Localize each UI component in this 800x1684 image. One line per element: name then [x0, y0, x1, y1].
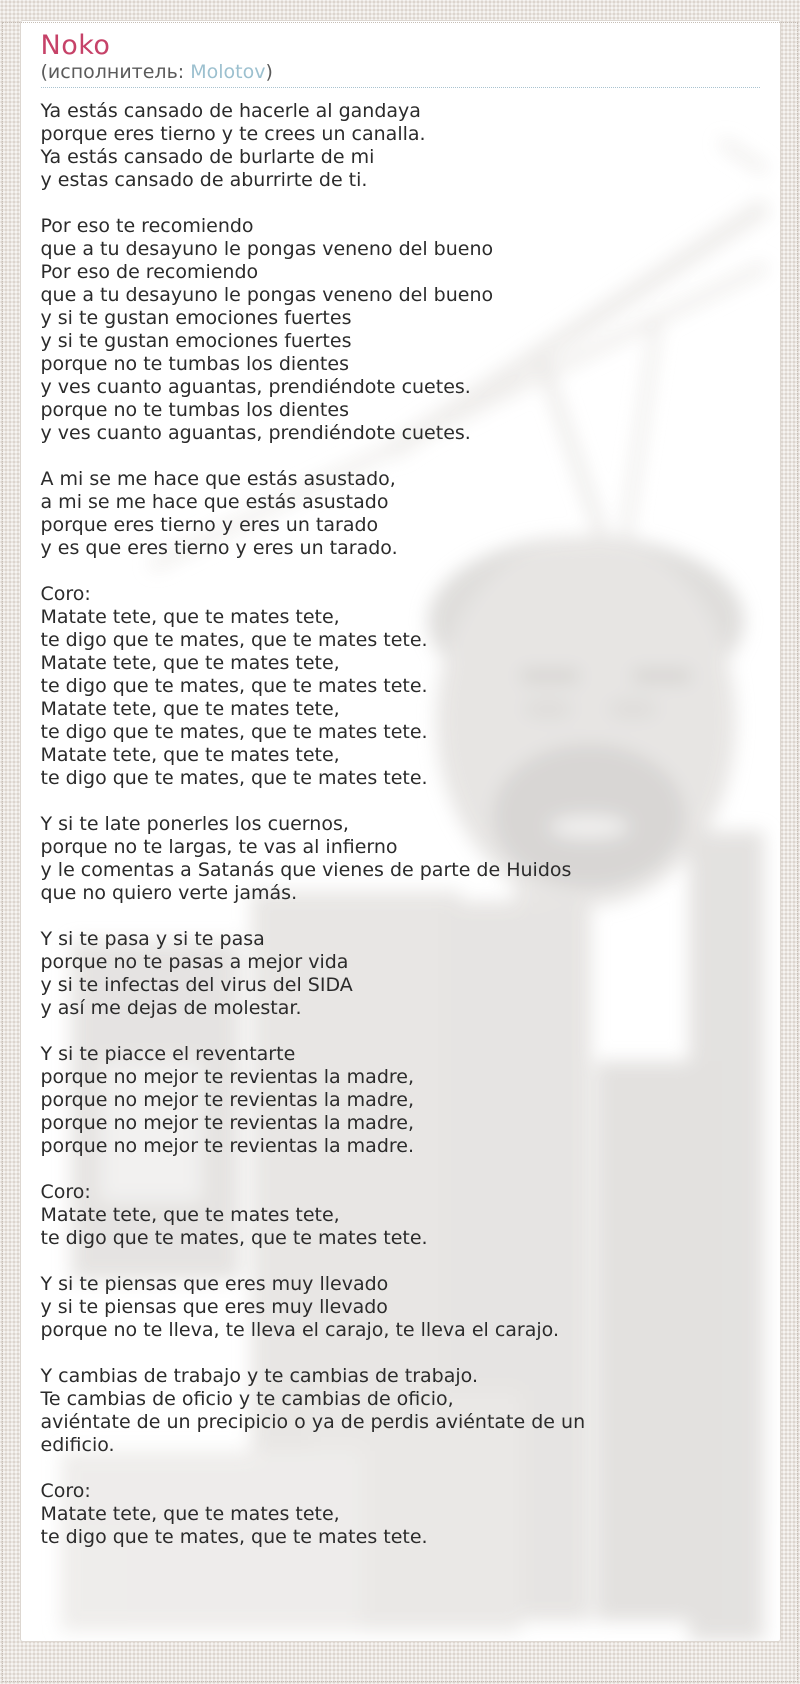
lyrics-line: Matate tete, que te mates tete, — [40, 606, 340, 628]
lyrics-line: Y cambias de trabajo y te cambias de trabajo. — [40, 1365, 478, 1387]
lyrics-line: y así me dejas de molestar. — [40, 997, 302, 1019]
lyrics-line: te digo que te mates, que te mates tete. — [40, 767, 428, 789]
song-title: Noko — [40, 30, 111, 61]
stanza — [41, 1365, 760, 1457]
lyrics-line: porque no te tumbas los dientes — [40, 353, 349, 375]
lyrics-line: porque eres tierno y te crees un canalla. — [40, 123, 426, 145]
lyrics-line: porque no mejor te revientas la madre. — [40, 1135, 414, 1157]
stanza — [41, 813, 760, 905]
stanza — [41, 468, 760, 560]
lyrics-line: y estas cansado de aburrirte de ti. — [40, 169, 368, 191]
lyrics-line: a mi se me hace que estás asustado — [40, 491, 389, 513]
lyrics-line: Por eso de recomiendo — [40, 261, 259, 283]
lyrics-line: te digo que te mates, que te mates tete. — [40, 1526, 428, 1548]
lyrics-line: Coro: — [40, 1181, 91, 1203]
lyrics-line: edificio. — [40, 1434, 115, 1456]
lyrics-line: y ves cuanto aguantas, prendiéndote cuetes. — [40, 376, 471, 398]
lyrics-line: A mi se me hace que estás asustado, — [40, 468, 396, 490]
lyrics-line: Y si te pasa y si te pasa — [40, 928, 265, 950]
artist-line — [41, 61, 760, 88]
lyrics-line: y le comentas a Satanás que vienes de parte de Huidos — [40, 859, 572, 881]
card-content — [21, 21, 780, 1641]
lyrics-line: porque no te pasas a mejor vida — [40, 951, 349, 973]
lyrics-line: Y si te piacce el reventarte — [40, 1043, 296, 1065]
stanza — [41, 1480, 760, 1549]
lyrics-line: te digo que te mates, que te mates tete. — [40, 1227, 428, 1249]
lyrics-line: Matate tete, que te mates tete, — [40, 1503, 340, 1525]
lyrics-line: que a tu desayuno le pongas veneno del bueno — [40, 284, 494, 306]
artist-label-prefix: (исполнитель: — [40, 61, 191, 83]
lyrics-line: aviéntate de un precipicio o ya de perdis aviéntate de un — [40, 1411, 586, 1433]
lyrics-line: Te cambias de oficio y te cambias de oficio, — [40, 1388, 454, 1410]
lyrics-line: Ya estás cansado de hacerle al gandaya — [40, 100, 421, 122]
lyrics-line: porque no mejor te revientas la madre, — [40, 1089, 414, 1111]
lyrics-line: y ves cuanto aguantas, prendiéndote cuetes. — [40, 422, 471, 444]
lyrics-line: Coro: — [40, 583, 91, 605]
lyrics-line: que a tu desayuno le pongas veneno del bueno — [40, 238, 494, 260]
lyrics-line: porque eres tierno y eres un tarado — [40, 514, 379, 536]
lyrics-line: y si te infectas del virus del SIDA — [40, 974, 353, 996]
stanza — [41, 928, 760, 1020]
stanza — [41, 100, 760, 192]
stanza — [41, 583, 760, 790]
lyrics-line: y si te gustan emociones fuertes — [40, 307, 352, 329]
lyrics-line: Por eso te recomiendo — [40, 215, 254, 237]
lyrics-line: porque no mejor te revientas la madre, — [40, 1066, 414, 1088]
lyrics-line: Matate tete, que te mates tete, — [40, 652, 340, 674]
lyrics-line: porque no te largas, te vas al infierno — [40, 836, 398, 858]
stanza — [41, 1273, 760, 1342]
lyrics-line: Y si te piensas que eres muy llevado — [40, 1273, 389, 1295]
lyrics-line: y es que eres tierno y eres un tarado. — [40, 537, 398, 559]
lyrics-line: porque no mejor te revientas la madre, — [40, 1112, 414, 1134]
lyrics-line: Ya estás cansado de burlarte de mi — [40, 146, 375, 168]
lyrics-line: Y si te late ponerles los cuernos, — [40, 813, 349, 835]
page-background — [0, 20, 800, 1684]
lyrics-line: te digo que te mates, que te mates tete. — [40, 675, 428, 697]
lyrics-line: te digo que te mates, que te mates tete. — [40, 629, 428, 651]
lyrics-line: que no quiero verte jamás. — [40, 882, 298, 904]
lyrics — [41, 100, 760, 1549]
lyrics-line: Matate tete, que te mates tete, — [40, 698, 340, 720]
lyrics-line: Matate tete, que te mates tete, — [40, 744, 340, 766]
lyrics-line: Matate tete, que te mates tete, — [40, 1204, 340, 1226]
stanza — [41, 215, 760, 445]
lyrics-line: y si te gustan emociones fuertes — [40, 330, 352, 352]
lyrics-line: te digo que te mates, que te mates tete. — [40, 721, 428, 743]
lyrics-line: porque no te tumbas los dientes — [40, 399, 349, 421]
artist-link[interactable]: Molotov — [190, 61, 266, 83]
lyrics-line: Coro: — [40, 1480, 91, 1502]
lyrics-card — [20, 20, 781, 1642]
lyrics-line: y si te piensas que eres muy llevado — [40, 1296, 388, 1318]
stanza — [41, 1043, 760, 1158]
lyrics-line: porque no te lleva, te lleva el carajo, te lleva el carajo. — [40, 1319, 559, 1341]
stanza — [41, 1181, 760, 1250]
artist-label-suffix: ) — [265, 61, 273, 83]
